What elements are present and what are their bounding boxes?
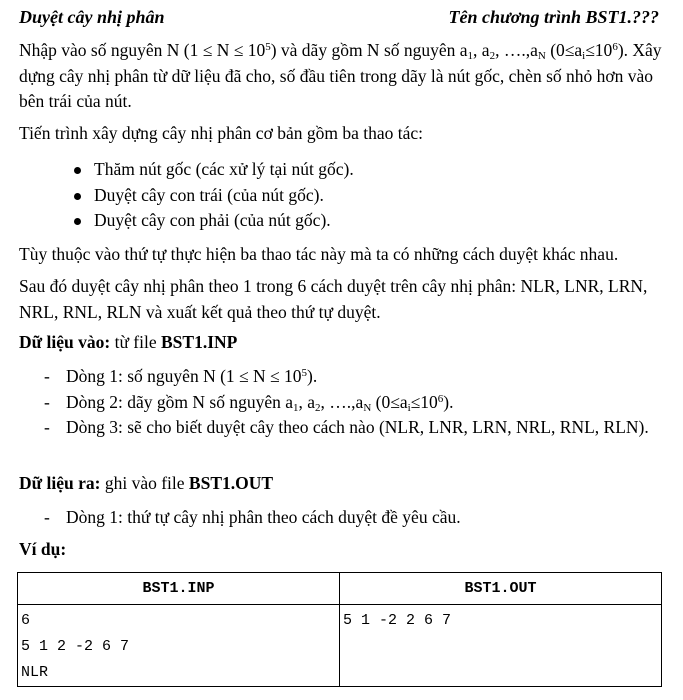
example-label: Ví dụ: <box>19 539 67 559</box>
input-cell <box>18 605 340 687</box>
bullet-icon <box>74 167 81 174</box>
subscript: 2 <box>315 401 321 414</box>
text: từ file <box>110 332 161 352</box>
output-label: Dữ liệu ra: <box>19 473 101 493</box>
operations-list <box>74 157 354 234</box>
text: ≤10 <box>410 391 438 412</box>
dash-icon: - <box>44 366 50 386</box>
order-paragraph: Tùy thuộc vào thứ tự thực hiện ba thao tác này mà ta có những cách duyệt khác nhau. <box>19 244 619 264</box>
bullet-icon <box>74 218 81 225</box>
superscript: 5 <box>265 41 271 53</box>
header-output-file: BST1.OUT <box>340 573 662 605</box>
list-item <box>74 208 354 234</box>
header <box>19 7 659 33</box>
example-table <box>17 572 662 687</box>
dash-icon: - <box>44 391 50 412</box>
text: ). Xây dựng cây nhị phân từ dữ liệu đã cho, số đầu tiên trong dãy là nút gốc, chèn số nhỏ hơn vào bên trái của nút. <box>19 40 662 111</box>
input-heading <box>19 330 669 356</box>
input-lines-list <box>44 364 664 441</box>
dash-icon: - <box>44 417 50 437</box>
output-heading <box>19 471 669 497</box>
list-item <box>44 364 664 390</box>
output-line: 5 1 -2 2 6 7 <box>343 612 452 629</box>
text: Dòng 2: dãy gồm N số nguyên a <box>66 391 293 412</box>
output-filename: BST1.OUT <box>188 473 274 493</box>
output-lines-list <box>44 505 664 531</box>
list-item <box>74 183 354 209</box>
text: ghi vào file <box>100 473 189 493</box>
text: , ….,a <box>495 40 538 60</box>
subscript: 1 <box>293 401 299 414</box>
subscript: 2 <box>489 50 496 62</box>
text: ≤10 <box>585 40 613 60</box>
text: ). <box>307 366 318 386</box>
text: (0≤a <box>371 391 408 412</box>
intro-paragraph <box>19 38 669 115</box>
bullet-icon <box>74 193 81 200</box>
process-paragraph: Tiến trình xây dựng cây nhị phân cơ bản gồm ba thao tác: <box>19 123 423 143</box>
subscript: i <box>582 50 586 62</box>
input-line: NLR <box>21 664 49 681</box>
superscript: 5 <box>301 367 308 379</box>
list-item <box>44 415 664 441</box>
text: Dòng 1: số nguyên N (1 ≤ N ≤ 10 <box>66 366 302 386</box>
dash-icon: - <box>44 507 50 527</box>
table-row <box>18 605 662 687</box>
table-header-row <box>18 573 662 605</box>
problem-title: Duyệt cây nhị phân <box>19 7 165 27</box>
list-item <box>44 390 664 416</box>
subscript: 1 <box>467 50 474 62</box>
superscript: 6 <box>612 41 618 53</box>
text: Dòng 1: thứ tự cây nhị phân theo cách duyệt đề yêu cầu. <box>66 507 461 527</box>
text: , ….,a <box>320 391 364 412</box>
text: (0≤a <box>545 40 583 60</box>
text: Dòng 3: sẽ cho biết duyệt cây theo cách nào (NLR, LNR, LRN, NRL, RNL, RLN). <box>66 417 649 437</box>
text: , a <box>298 391 316 412</box>
list-item-text: Duyệt cây con phải (của nút gốc). <box>94 210 331 230</box>
list-item <box>74 157 354 183</box>
subscript: N <box>363 401 372 414</box>
input-filename: BST1.INP <box>161 332 238 352</box>
input-line: 5 1 2 -2 6 7 <box>21 638 130 655</box>
subscript: i <box>407 401 411 414</box>
subscript: N <box>537 50 546 62</box>
traversal-paragraph: Sau đó duyệt cây nhị phân theo 1 trong 6 cách duyệt trên cây nhị phân: NLR, LNR, LRN, NRL, RNL, RLN và xuất kết quả theo thứ tự duyệt. <box>19 276 648 322</box>
input-label: Dữ liệu vào: <box>19 332 111 352</box>
input-line: 6 <box>21 612 31 629</box>
text: Nhập vào số nguyên N (1 ≤ N ≤ 10 <box>19 40 266 60</box>
list-item-text: Thăm nút gốc (các xử lý tại nút gốc). <box>94 159 354 179</box>
text: ). <box>443 391 454 412</box>
superscript: 6 <box>437 392 444 405</box>
program-name: Tên chương trình BST1.??? <box>448 7 659 27</box>
text: ) và dãy gồm N số nguyên a <box>270 40 468 60</box>
output-cell <box>340 605 662 687</box>
text: , a <box>473 40 490 60</box>
list-item <box>44 505 664 531</box>
list-item-text: Duyệt cây con trái (của nút gốc). <box>94 184 324 205</box>
header-input-file: BST1.INP <box>18 573 340 605</box>
